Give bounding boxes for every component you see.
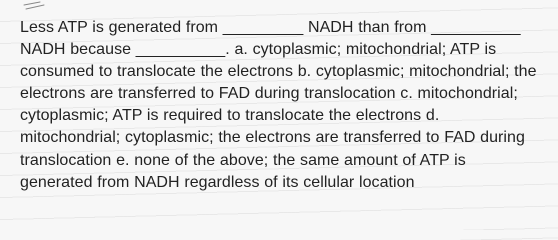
question-text: Less ATP is generated from _________ NADH than from __________ NADH because __________. a. cytoplasmic; mitochondrial; ATP is consumed to translocate the electrons b. cytoplasmic; mitochondrial; the electrons are transferred to FAD during translocation c. mitochondrial; cytoplasmic; ATP is required to translocate the electrons d. mitochondrial; cytoplasmic; the electrons are transferred to FAD during translocation e. none of the above; the same amount of ATP is generated from NADH regardless of its cellular location	[20, 19, 537, 191]
pen-scribble-mark	[22, 0, 52, 12]
